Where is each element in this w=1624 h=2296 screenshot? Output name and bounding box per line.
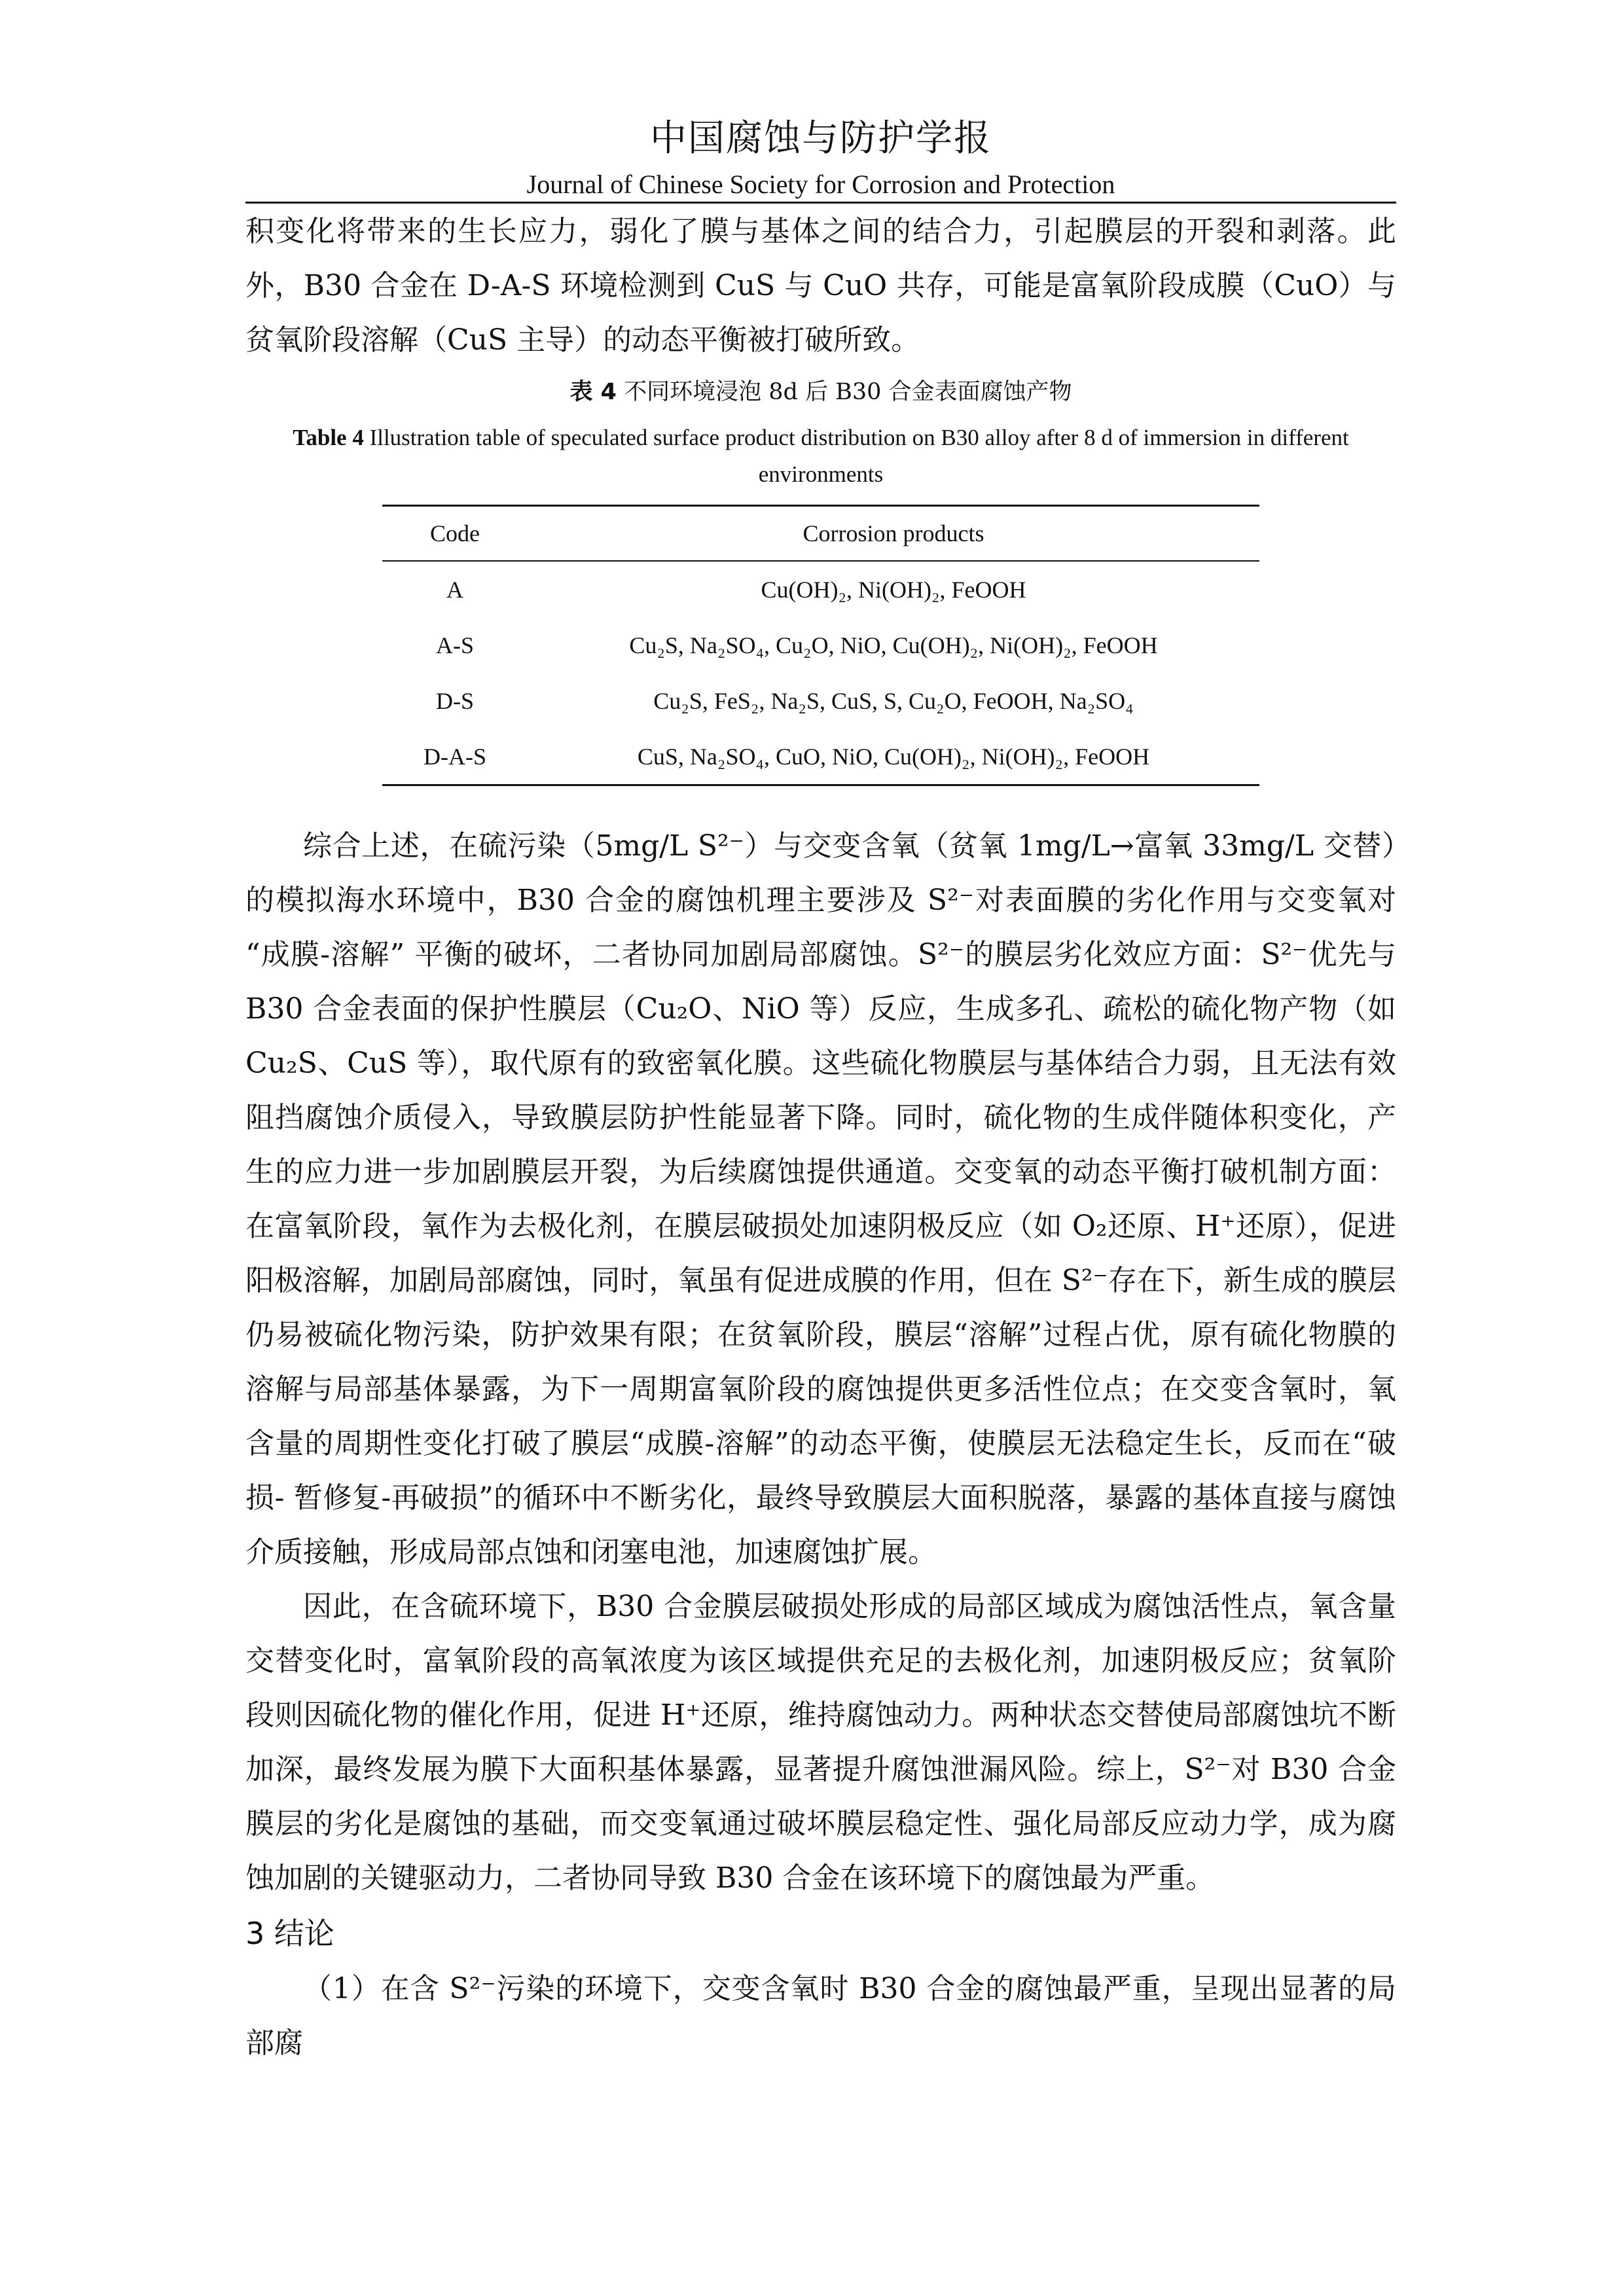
paragraph-conclusion-1: （1）在含 S²⁻污染的环境下，交变含氧时 B30 合金的腐蚀最严重，呈现出显著的局部腐	[245, 1972, 1396, 2060]
table-row	[382, 673, 1259, 728]
header-products: Corrosion products	[528, 506, 1259, 562]
table-header-row	[382, 506, 1259, 562]
page-header	[245, 113, 1396, 203]
cell-code: D-S	[435, 687, 474, 714]
table-caption-en	[245, 420, 1396, 493]
cell-products: Cu₂S, Na₂SO₄, Cu₂O, NiO, Cu(OH)₂, Ni(OH)₂, FeOOH	[629, 632, 1158, 658]
cell-code: A	[446, 576, 463, 603]
journal-title-en: Journal of Chinese Society for Corrosion and Protection	[526, 170, 1115, 199]
table-row	[382, 617, 1259, 673]
table-row	[382, 728, 1259, 785]
paragraph-summary: 因此，在含硫环境下，B30 合金膜层破损处形成的局部区域成为腐蚀活性点，氧含量交替变化时，富氧阶段的高氧浓度为该区域提供充足的去极化剂，加速阴极反应；贫氧阶段则因硫化物的催化作用，促进 H⁺还原，维持腐蚀动力。两种状态交替使局部腐蚀坑不断加深，最终发展为膜下大面积基体暴露，显著提升腐蚀泄漏风险。综上，S²⁻对 B30 合金膜层的劣化是腐蚀的基础，而交变氧通过破坏膜层稳定性、强化局部反应动力学，成为腐蚀加剧的关键驱动力，二者协同导致 B30 合金在该环境下的腐蚀最为严重。	[245, 1590, 1396, 1895]
table-caption-cn	[245, 374, 1396, 410]
table-row	[382, 561, 1259, 617]
page-body	[245, 204, 1396, 2070]
journal-title-cn: 中国腐蚀与防护学报	[650, 117, 992, 160]
section-heading-conclusion: 3 结论	[245, 1916, 334, 1951]
header-rule	[245, 202, 1396, 204]
cell-code: A-S	[435, 632, 474, 658]
paragraph-mechanism: 综合上述，在硫污染（5mg/L S²⁻）与交变含氧（贫氧 1mg/L→富氧 33mg/L 交替）的模拟海水环境中，B30 合金的腐蚀机理主要涉及 S²⁻对表面膜的劣化作用与交变氧对 “成膜-溶解” 平衡的破坏，二者协同加剧局部腐蚀。S²⁻的膜层劣化效应方面：S²⁻优先与 B30 合金表面的保护性膜层（Cu₂O、NiO 等）反应，生成多孔、疏松的硫化物产物（如 Cu₂S、CuS 等），取代原有的致密氧化膜。这些硫化物膜层与基体结合力弱，且无法有效阻挡腐蚀介质侵入，导致膜层防护性能显著下降。同时，硫化物的生成伴随体积变化，产生的应力进一步加剧膜层开裂，为后续腐蚀提供通道。交变氧的动态平衡打破机制方面：在富氧阶段，氧作为去极化剂，在膜层破损处加速阴极反应（如 O₂还原、H⁺还原），促进阳极溶解，加剧局部腐蚀，同时，氧虽有促进成膜的作用，但在 S²⁻存在下，新生成的膜层仍易被硫化物污染，防护效果有限；在贫氧阶段，膜层“溶解”过程占优，原有硫化物膜的溶解与局部基体暴露，为下一周期富氧阶段的腐蚀提供更多活性位点；在交变含氧时，氧含量的周期性变化打破了膜层“成膜-溶解”的动态平衡，使膜层无法稳定生长，反而在“破损- 暂修复-再破损”的循环中不断劣化，最终导致膜层大面积脱落，暴露的基体直接与腐蚀介质接触，形成局部点蚀和闭塞电池，加速腐蚀扩展。	[245, 829, 1396, 1569]
table-caption-cn-text: 不同环境浸泡 8d 后 B30 合金表面腐蚀产物	[616, 379, 1072, 405]
table-label-en: Table 4	[293, 425, 364, 450]
cell-products: Cu(OH)₂, Ni(OH)₂, FeOOH	[761, 576, 1026, 603]
table-caption-en-text: Illustration table of speculated surface product distribution on B30 alloy after 8 d of immersion in different environments	[363, 425, 1349, 487]
spacer	[245, 786, 1396, 819]
table-label-cn: 表 4	[569, 379, 617, 405]
cell-products: Cu₂S, FeS₂, Na₂S, CuS, S, Cu₂O, FeOOH, Na₂SO₄	[653, 687, 1134, 714]
paragraph-continuation: 积变化将带来的生长应力，弱化了膜与基体之间的结合力，引起膜层的开裂和剥落。此外，B30 合金在 D-A-S 环境检测到 CuS 与 CuO 共存，可能是富氧阶段成膜（CuO）与贫氧阶段溶解（CuS 主导）的动态平衡被打破所致。	[245, 215, 1396, 357]
cell-code: D-A-S	[382, 728, 528, 785]
header-code: Code	[382, 506, 528, 562]
cell-products: CuS, Na₂SO₄, CuO, NiO, Cu(OH)₂, Ni(OH)₂, FeOOH	[528, 728, 1259, 785]
corrosion-products-table	[382, 505, 1259, 786]
